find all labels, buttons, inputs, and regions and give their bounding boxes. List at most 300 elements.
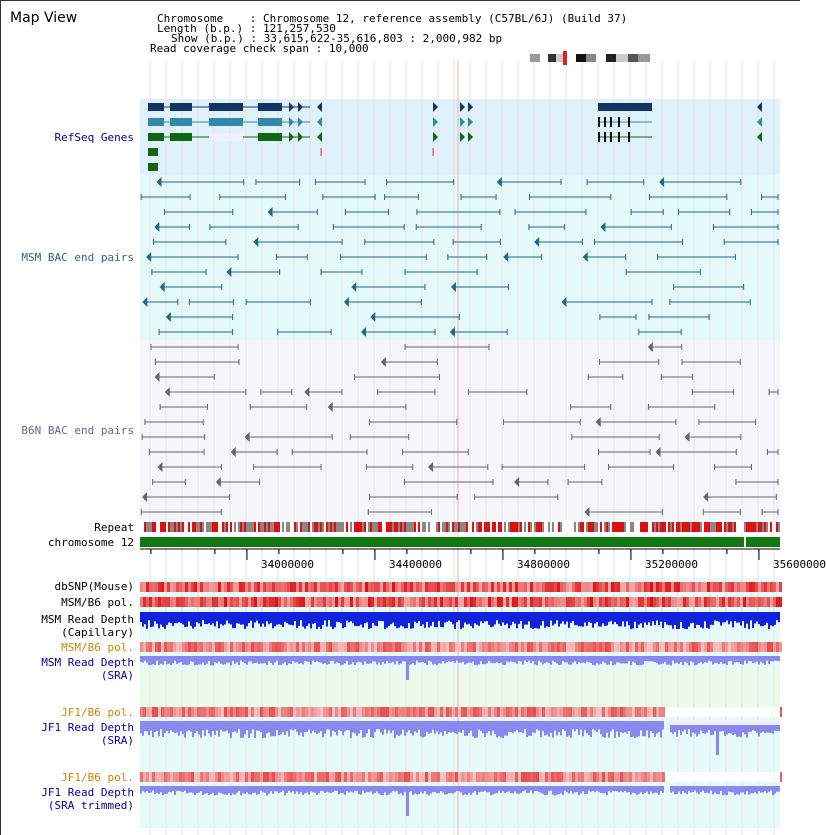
heat-cell	[680, 582, 683, 592]
repeat-mark	[206, 522, 208, 532]
repeat-mark	[474, 522, 476, 532]
depth-bar	[582, 656, 584, 663]
depth-bar	[558, 656, 560, 665]
heat-cell	[620, 642, 623, 652]
heat-cell	[410, 642, 413, 652]
heat-cell	[644, 582, 647, 592]
heat-cell	[494, 642, 497, 652]
heat-cell	[467, 707, 470, 717]
heat-cell	[563, 642, 566, 652]
depth-bar	[248, 656, 250, 662]
repeat-mark	[598, 522, 600, 532]
heat-cell	[323, 597, 326, 607]
depth-bar	[750, 612, 752, 620]
depth-bar	[604, 786, 606, 793]
repeat-mark	[410, 522, 412, 532]
depth-bar	[484, 656, 486, 664]
heat-cell	[401, 642, 404, 652]
depth-bar	[408, 612, 410, 623]
heat-cell	[140, 582, 143, 592]
depth-bar	[332, 656, 334, 661]
heat-cell	[605, 582, 608, 592]
heat-cell	[554, 597, 557, 607]
depth-bar	[354, 656, 356, 665]
heat-cell	[491, 582, 494, 592]
heat-cell	[611, 772, 614, 782]
depth-bar	[198, 612, 200, 623]
heat-cell	[290, 707, 293, 717]
heat-cell	[383, 642, 386, 652]
depth-bar	[656, 786, 658, 793]
depth-bar	[400, 656, 402, 664]
repeat-mark	[588, 522, 590, 532]
depth-bar	[382, 656, 384, 662]
repeat-mark	[458, 522, 460, 532]
heat-cell	[617, 642, 620, 652]
depth-bar	[296, 612, 298, 628]
repeat-mark	[688, 522, 690, 532]
heat-cell	[455, 582, 458, 592]
depth-bar	[176, 721, 178, 733]
heat-cell	[512, 772, 515, 782]
depth-bar	[426, 656, 428, 665]
heat-cell	[182, 597, 185, 607]
heat-cell	[308, 582, 311, 592]
heat-cell	[476, 642, 479, 652]
depth-bar	[476, 786, 478, 795]
heat-cell	[266, 582, 269, 592]
depth-bar	[550, 786, 552, 791]
depth-bar	[690, 786, 692, 792]
depth-bar	[706, 612, 708, 628]
heat-cell	[443, 707, 446, 717]
heat-cell	[179, 582, 182, 592]
heat-cell	[233, 772, 236, 782]
depth-bar	[144, 786, 146, 793]
heat-cell	[218, 597, 221, 607]
heat-cell	[749, 582, 752, 592]
depth-bar	[520, 612, 522, 621]
gene-exon	[170, 133, 192, 141]
repeat-mark	[638, 522, 640, 532]
heat-cell	[578, 772, 581, 782]
depth-bar	[314, 656, 316, 662]
depth-bar	[600, 612, 602, 627]
depth-bar	[618, 612, 620, 626]
depth-bar	[220, 612, 222, 624]
depth-bar	[498, 721, 500, 736]
depth-bar	[738, 786, 740, 795]
depth-bar	[434, 656, 436, 664]
heat-cell	[203, 582, 206, 592]
depth-bar	[410, 656, 412, 664]
heat-cell	[380, 582, 383, 592]
depth-bar	[644, 721, 646, 736]
depth-bar	[544, 612, 546, 628]
heat-cell	[686, 582, 689, 592]
heat-cell	[653, 597, 656, 607]
heat-cell	[302, 642, 305, 652]
heat-cell	[704, 642, 707, 652]
heat-cell	[575, 582, 578, 592]
depth-bar	[286, 721, 288, 731]
gene-exon	[209, 133, 243, 141]
depth-bar	[660, 721, 662, 737]
heat-cell	[344, 707, 347, 717]
heat-cell	[467, 597, 470, 607]
repeat-mark	[520, 522, 522, 532]
depth-bar	[522, 656, 524, 664]
depth-bar	[510, 612, 512, 625]
depth-bar	[462, 721, 464, 730]
depth-bar	[436, 721, 438, 731]
depth-bar	[618, 721, 620, 737]
depth-bar	[524, 721, 526, 729]
heat-cell	[356, 707, 359, 717]
heat-cell	[197, 642, 200, 652]
depth-bar	[166, 656, 168, 664]
heat-cell	[308, 642, 311, 652]
heat-cell	[185, 642, 188, 652]
repeat-mark	[426, 522, 428, 532]
heat-cell	[569, 642, 572, 652]
track-label-repeat: Repeat	[94, 521, 134, 534]
heat-cell	[191, 597, 194, 607]
heat-cell	[155, 582, 158, 592]
heat-gap	[671, 707, 674, 717]
repeat-mark	[602, 522, 604, 532]
repeat-mark	[324, 522, 326, 532]
heat-cell	[173, 582, 176, 592]
repeat-mark	[506, 522, 508, 532]
heat-cell	[608, 772, 611, 782]
depth-bar	[532, 721, 534, 732]
depth-bar	[560, 721, 562, 735]
repeat-mark	[408, 522, 410, 532]
depth-bar	[768, 786, 770, 792]
depth-bar	[332, 721, 334, 731]
depth-bar	[312, 612, 314, 624]
depth-bar	[586, 786, 588, 794]
depth-bar	[502, 786, 504, 791]
heat-cell	[581, 772, 584, 782]
depth-bar	[444, 721, 446, 731]
depth-bar	[162, 786, 164, 795]
heat-cell	[518, 642, 521, 652]
heat-cell	[200, 642, 203, 652]
heat-cell	[476, 597, 479, 607]
heat-cell	[332, 642, 335, 652]
heat-cell	[338, 582, 341, 592]
heat-cell	[164, 772, 167, 782]
depth-bar	[498, 656, 500, 663]
heat-cell	[581, 707, 584, 717]
heat-cell	[317, 582, 320, 592]
axis-tick-label: 34800000	[517, 558, 570, 571]
heat-cell	[383, 772, 386, 782]
ideogram-band	[566, 54, 576, 62]
depth-bar	[446, 656, 448, 662]
heat-cell	[434, 772, 437, 782]
depth-bar	[650, 786, 652, 792]
repeat-mark	[224, 522, 226, 532]
repeat-mark	[342, 522, 344, 532]
heat-cell	[254, 582, 257, 592]
depth-bar	[282, 656, 284, 664]
heat-cell	[485, 642, 488, 652]
repeat-mark	[640, 522, 642, 532]
repeat-mark	[620, 522, 622, 532]
depth-bar	[302, 721, 304, 737]
heat-cell	[458, 597, 461, 607]
depth-bar	[628, 786, 630, 792]
heat-cell	[272, 707, 275, 717]
heat-cell	[221, 772, 224, 782]
repeat-mark	[196, 522, 198, 532]
depth-bar	[160, 612, 162, 625]
heat-cell	[488, 707, 491, 717]
heat-cell	[479, 597, 482, 607]
depth-bar	[236, 656, 238, 662]
depth-bar	[268, 656, 270, 661]
depth-bar	[564, 786, 566, 791]
heat-cell	[464, 582, 467, 592]
depth-bar	[776, 656, 778, 661]
heat-cell	[398, 597, 401, 607]
depth-bar	[646, 786, 648, 792]
depth-bar	[196, 656, 198, 665]
depth-bar	[770, 612, 772, 626]
heat-cell	[431, 642, 434, 652]
repeat-mark	[682, 522, 684, 532]
depth-bar	[656, 721, 658, 734]
repeat-mark	[750, 522, 752, 532]
depth-bar	[684, 786, 686, 793]
heat-cell	[506, 582, 509, 592]
repeat-mark	[240, 522, 242, 532]
depth-bar	[500, 786, 502, 793]
depth-bar	[506, 786, 508, 792]
repeat-mark	[696, 522, 698, 532]
depth-bar	[160, 656, 162, 664]
heat-cell	[671, 642, 674, 652]
depth-bar	[224, 612, 226, 624]
heat-cell	[182, 772, 185, 782]
heat-cell	[506, 772, 509, 782]
repeat-mark	[622, 522, 624, 532]
heat-cell	[197, 582, 200, 592]
depth-bar	[654, 721, 656, 737]
depth-bar	[140, 612, 142, 622]
heat-cell	[158, 772, 161, 782]
heat-cell	[164, 642, 167, 652]
depth-bar	[334, 656, 336, 664]
depth-bar	[304, 721, 306, 732]
depth-bar	[262, 721, 264, 738]
track-label-refseq[interactable]: RefSeq Genes	[54, 131, 134, 144]
depth-bar	[182, 612, 184, 624]
depth-bar	[582, 786, 584, 791]
depth-bar	[444, 612, 446, 623]
heat-cell	[581, 642, 584, 652]
depth-bar	[314, 612, 316, 623]
depth-bar	[490, 721, 492, 735]
depth-bar	[350, 721, 352, 738]
repeat-mark	[644, 522, 646, 532]
heat-cell	[602, 772, 605, 782]
depth-bar	[658, 786, 660, 795]
heat-cell	[272, 597, 275, 607]
heat-cell	[641, 642, 644, 652]
depth-bar	[304, 612, 306, 629]
depth-bar	[372, 721, 374, 738]
depth-bar	[366, 786, 368, 792]
repeat-mark	[326, 522, 328, 532]
heat-cell	[491, 772, 494, 782]
repeat-mark	[744, 522, 746, 532]
depth-bar	[530, 786, 532, 791]
heat-cell	[254, 597, 257, 607]
heat-cell	[182, 642, 185, 652]
repeat-mark	[766, 522, 768, 532]
heat-cell	[482, 772, 485, 782]
repeat-mark	[626, 522, 628, 532]
heat-cell	[575, 597, 578, 607]
heat-cell	[524, 582, 527, 592]
heat-cell	[140, 772, 143, 782]
repeat-mark	[726, 522, 728, 532]
depth-bar	[172, 721, 174, 732]
heat-cell	[527, 582, 530, 592]
depth-bar	[294, 721, 296, 729]
depth-bar	[666, 656, 668, 665]
depth-bar	[430, 721, 432, 733]
heat-cell	[200, 707, 203, 717]
heat-cell	[368, 582, 371, 592]
heat-cell	[440, 707, 443, 717]
heat-cell	[554, 582, 557, 592]
heat-cell	[347, 582, 350, 592]
heat-cell	[542, 707, 545, 717]
heat-cell	[377, 642, 380, 652]
depth-bar	[452, 721, 454, 732]
heat-cell	[374, 582, 377, 592]
repeat-mark	[570, 522, 572, 532]
heat-cell	[395, 642, 398, 652]
depth-bar	[296, 656, 298, 662]
heat-cell	[521, 582, 524, 592]
depth-bar	[212, 656, 214, 665]
repeat-mark	[376, 522, 378, 532]
heat-cell	[470, 642, 473, 652]
repeat-mark	[246, 522, 248, 532]
heat-cell	[779, 597, 782, 607]
heat-cell	[386, 597, 389, 607]
track-label-b6n-bac[interactable]: B6N BAC end pairs	[21, 424, 134, 437]
depth-bar	[748, 786, 750, 794]
depth-bar	[172, 786, 174, 791]
heat-cell	[311, 642, 314, 652]
info-show: Show (b.p.) : 33,615,622-35,616,803 : 2,000,982 bp	[171, 32, 503, 45]
depth-bar	[390, 721, 392, 733]
chromosome-bar	[140, 537, 780, 547]
depth-bar	[732, 612, 734, 627]
heat-cell	[662, 707, 665, 717]
repeat-mark	[304, 522, 306, 532]
heat-cell	[485, 597, 488, 607]
depth-bar	[754, 612, 756, 623]
depth-bar	[246, 656, 248, 665]
depth-bar	[226, 721, 228, 731]
heat-cell	[647, 597, 650, 607]
heat-cell	[530, 642, 533, 652]
track-label-msm-bac[interactable]: MSM BAC end pairs	[21, 251, 134, 264]
heat-cell	[278, 597, 281, 607]
depth-bar	[318, 721, 320, 733]
heat-cell	[716, 642, 719, 652]
heat-cell	[236, 707, 239, 717]
depth-bar	[432, 786, 434, 792]
heat-cell	[290, 597, 293, 607]
repeat-mark	[642, 522, 644, 532]
depth-bar	[626, 786, 628, 793]
depth-bar	[580, 786, 582, 793]
heat-cell	[566, 707, 569, 717]
heat-cell	[512, 582, 515, 592]
repeat-mark	[294, 522, 296, 532]
depth-bar	[664, 656, 666, 662]
depth-bar	[750, 656, 752, 661]
heat-cell	[158, 582, 161, 592]
heat-cell	[554, 642, 557, 652]
heat-cell	[245, 772, 248, 782]
gene-exon	[604, 132, 606, 142]
heat-cell	[245, 582, 248, 592]
repeat-mark	[446, 522, 448, 532]
heat-cell	[413, 597, 416, 607]
heat-cell	[440, 772, 443, 782]
depth-bar	[390, 786, 392, 793]
depth-bar	[406, 612, 408, 628]
depth-bar	[396, 786, 398, 791]
depth-bar	[680, 786, 682, 794]
depth-bar	[482, 612, 484, 623]
repeat-mark	[144, 522, 146, 532]
depth-bar	[166, 612, 168, 625]
depth-bar	[624, 612, 626, 627]
heat-cell	[584, 582, 587, 592]
depth-bar	[412, 786, 414, 795]
repeat-mark	[388, 522, 390, 532]
repeat-mark	[722, 522, 724, 532]
depth-bar	[146, 612, 148, 629]
heat-cell	[671, 597, 674, 607]
heat-cell	[284, 597, 287, 607]
heat-cell	[539, 707, 542, 717]
depth-bar	[226, 786, 228, 795]
depth-bar	[648, 612, 650, 622]
heat-cell	[221, 707, 224, 717]
depth-bar	[468, 721, 470, 733]
depth-bar	[662, 656, 664, 664]
heat-cell	[533, 772, 536, 782]
depth-bar	[166, 786, 168, 794]
depth-bar	[658, 721, 660, 732]
depth-bar	[684, 612, 686, 629]
depth-bar	[628, 721, 630, 731]
depth-bar	[640, 656, 642, 665]
depth-bar	[356, 612, 358, 626]
